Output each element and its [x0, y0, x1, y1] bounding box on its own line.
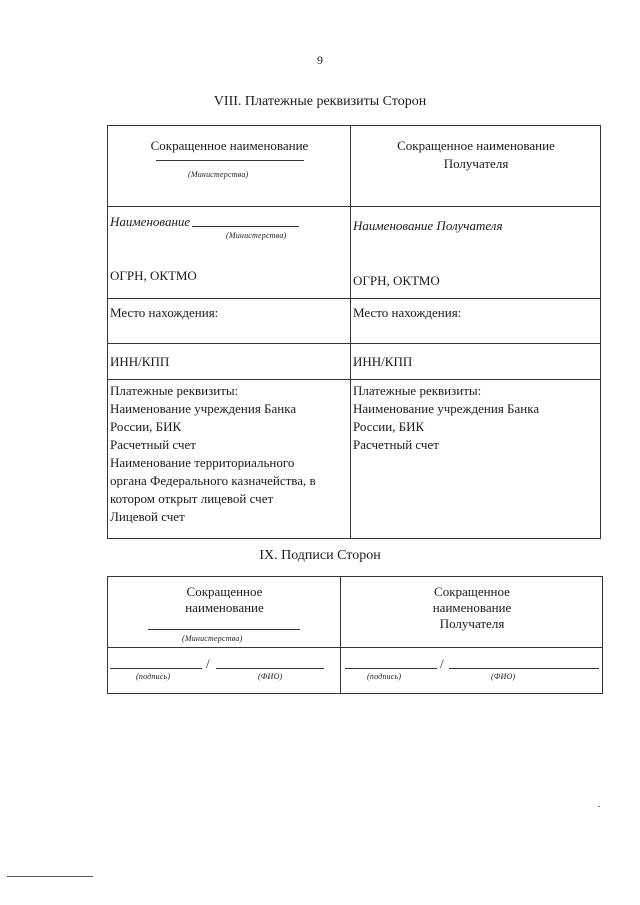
- right-inn-cell: [351, 344, 601, 380]
- page-number: 9: [317, 53, 323, 67]
- payment-line: котором открыт лицевой счет: [110, 491, 274, 506]
- payment-line: Расчетный счет: [110, 437, 196, 452]
- sign-label: (подпись): [136, 672, 171, 681]
- section-8-title: VIII. Платежные реквизиты Сторон: [213, 94, 427, 109]
- table-row: [108, 207, 601, 299]
- slash: /: [206, 656, 210, 671]
- table-row: [108, 126, 601, 207]
- right-sign-line1: Сокращенное: [434, 584, 510, 599]
- fio-line: [216, 668, 324, 669]
- payment-line: Платежные реквизиты:: [110, 383, 239, 398]
- payment-line: России, БИК: [110, 419, 182, 434]
- right-signature-cell: [341, 648, 603, 694]
- left-signature-cell: [108, 648, 341, 694]
- footnote-rule: [7, 876, 93, 877]
- table-row: [108, 380, 601, 539]
- payment-line: Лицевой счет: [110, 509, 185, 524]
- name-underline: [192, 226, 299, 227]
- payment-details-table: [107, 125, 601, 539]
- left-name-sub: (Министерства): [226, 231, 287, 240]
- signature-line: [345, 668, 437, 669]
- right-header-line2: Получателя: [443, 156, 509, 171]
- left-sign-line1: Сокращенное: [186, 584, 263, 599]
- left-sign-sub: (Министерства): [182, 634, 243, 643]
- sign-underline: [148, 629, 300, 630]
- signatures-table: [107, 576, 603, 694]
- right-ogrn: ОГРН, ОКТМО: [353, 273, 440, 288]
- left-ogrn: ОГРН, ОКТМО: [110, 268, 197, 283]
- payment-line: Расчетный счет: [353, 437, 439, 452]
- fio-label: (ФИО): [258, 672, 283, 681]
- slash: /: [440, 656, 444, 671]
- left-sign-line2: наименование: [185, 600, 264, 615]
- left-location-cell: [108, 299, 351, 344]
- fio-line: [449, 668, 599, 669]
- right-sign-header-cell: [341, 577, 603, 648]
- left-sign-header-cell: [108, 577, 341, 648]
- sign-label: (подпись): [367, 672, 402, 681]
- left-inn-cell: [108, 344, 351, 380]
- right-header-line1: Сокращенное наименование: [397, 138, 555, 153]
- right-name-label: Наименование Получателя: [353, 218, 503, 233]
- fio-label: (ФИО): [491, 672, 516, 681]
- left-payment-cell: [108, 380, 351, 539]
- left-inn: ИНН/КПП: [110, 354, 170, 369]
- right-header-cell: [351, 126, 601, 207]
- table-row: [108, 299, 601, 344]
- table-row: [108, 577, 603, 648]
- left-header-text: Сокращенное наименование: [150, 138, 309, 153]
- payment-line: Наименование территориального: [110, 455, 295, 470]
- scan-mark: [598, 806, 600, 807]
- right-location-cell: [351, 299, 601, 344]
- left-header-cell: [108, 126, 351, 207]
- payment-line: Платежные реквизиты:: [353, 383, 482, 398]
- left-location: Место нахождения:: [110, 305, 219, 320]
- payment-line: Наименование учреждения Банка: [353, 401, 540, 416]
- right-payment-cell: [351, 380, 601, 539]
- header-underline: [156, 160, 304, 161]
- table-row: [108, 344, 601, 380]
- right-sign-line3: Получателя: [439, 616, 505, 631]
- payment-line: России, БИК: [353, 419, 425, 434]
- left-name-label: Наименование: [110, 214, 191, 229]
- right-inn: ИНН/КПП: [353, 354, 413, 369]
- signature-line: [110, 668, 202, 669]
- table-row: [108, 648, 603, 694]
- payment-line: Наименование учреждения Банка: [110, 401, 297, 416]
- right-sign-line2: наименование: [432, 600, 512, 615]
- left-header-sub: (Министерства): [188, 170, 249, 179]
- left-name-cell: [108, 207, 351, 299]
- right-name-cell: [351, 207, 601, 299]
- section-9-title: IX. Подписи Сторон: [259, 548, 381, 563]
- payment-line: органа Федерального казначейства, в: [110, 473, 316, 488]
- right-location: Место нахождения:: [353, 305, 462, 320]
